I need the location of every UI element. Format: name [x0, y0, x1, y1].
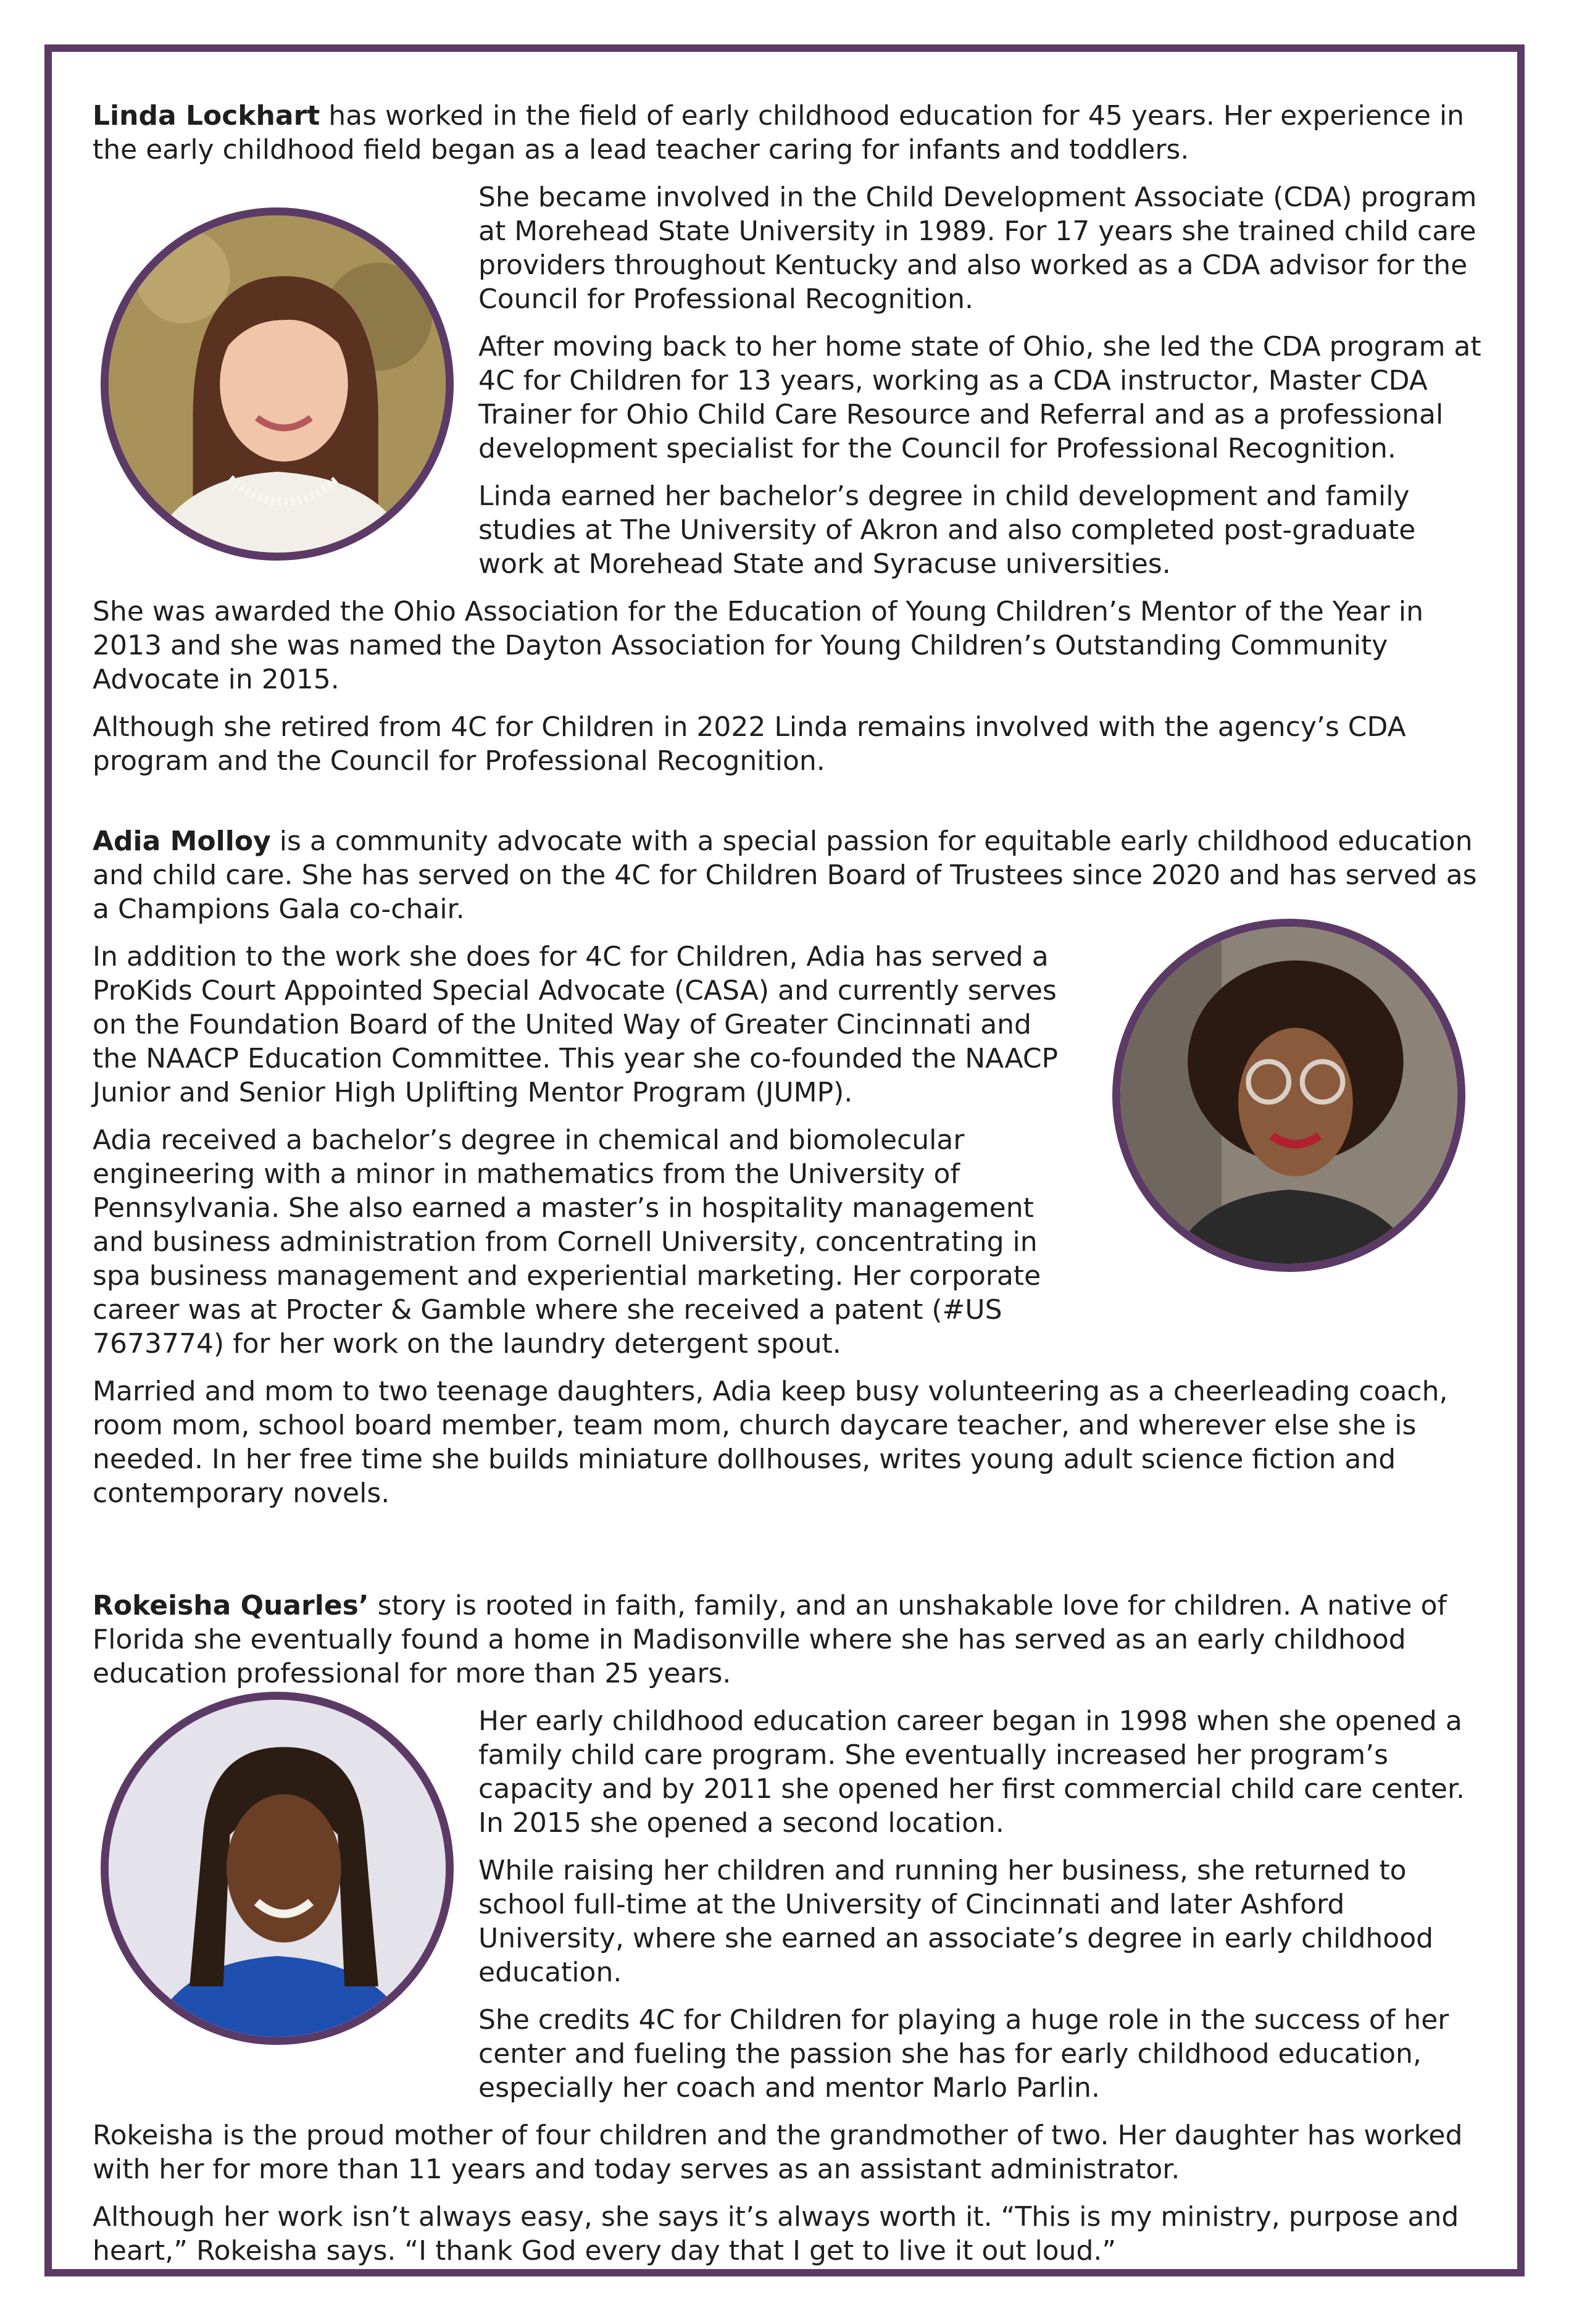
bio-paragraph: After moving back to her home state of Ohio, she led the CDA program at 4C for Children for 13 years, working as a CDA instructor, Master CDA Trainer for Ohio Child Care Resource and Referral and as a professional development specialist for the Council for Professional Recognition.: [478, 331, 1481, 464]
bio-adia-molloy: [93, 824, 1489, 1524]
bio-paragraph: She was awarded the Ohio Association for the Education of Young Children’s Mentor of the Year in 2013 and she was named the Dayton Association for Young Children’s Outstanding Community Advocate in 2015.: [93, 596, 1423, 695]
bio-paragraph: While raising her children and running her business, she returned to school full-time at the University of Cincinnati and later Ashford University, where she earned an associate’s degree in early childhood education.: [478, 1855, 1434, 1988]
bio-intro: Adia Molloy is a community advocate with a special passion for equitable early childhood education and child care. She has served on the 4C for Children Board of Trustees since 2020 and has served as a Champions Gala co-chair.: [93, 826, 1477, 925]
bio-paragraph: Adia received a bachelor’s degree in chemical and biomolecular engineering with a minor in mathematics from the University of Pennsylvania. She also earned a master’s in hospitality management and business administration from Cornell University, concentrating in spa business management and experiential marketing. Her corporate career was at Procter & Gamble where she received a patent (#US 7673774) for her work on the laundry detergent spout.: [93, 1124, 1041, 1360]
bio-paragraph: She became involved in the Child Development Associate (CDA) program at Morehead State University in 1989. For 17 years she trained child care providers throughout Kentucky and also worked as a CDA advisor for the Council for Professional Recognition.: [478, 182, 1477, 315]
bio-paragraph: Although her work isn’t always easy, she says it’s always worth it. “This is my ministry, purpose and heart,” Rokeisha says. “I thank God every day that I get to live it out loud.”: [93, 2201, 1459, 2267]
bio-name: Rokeisha Quarles’: [93, 1590, 369, 1621]
bio-paragraph: She credits 4C for Children for playing a huge role in the success of her center and fueling the passion she has for early childhood education, especially her coach and mentor Marlo Parlin.: [478, 2004, 1449, 2104]
bio-paragraph: Rokeisha is the proud mother of four children and the grandmother of two. Her daughter has worked with her for more than 11 years and today serves as an assistant administrator.: [93, 2120, 1463, 2185]
bio-intro: Rokeisha Quarles’ story is rooted in faith, family, and an unshakable love for children. A native of Florida she eventually found a home in Madisonville where she has served as an early childhood education professional for more than 25 years.: [93, 1590, 1447, 1689]
bio-paragraph: Linda earned her bachelor’s degree in child development and family studies at The University of Akron and also completed post-graduate work at Morehead State and Syracuse universities.: [478, 480, 1416, 580]
bio-name: Linda Lockhart: [93, 100, 320, 132]
bio-linda-lockhart: [93, 99, 1489, 792]
bio-paragraph: In addition to the work she does for 4C for Children, Adia has served a ProKids Court Appointed Special Advocate (CASA) and currently serves on the Foundation Board of the United Way of Greater Cincinnati and the NAACP Education Committee. This year she co-founded the NAACP Junior and Senior High Uplifting Mentor Program (JUMP).: [93, 941, 1059, 1108]
bio-intro: Linda Lockhart has worked in the field of early childhood education for 45 years. Her experience in the early childhood field began as a lead teacher caring for infants and toddlers.: [93, 100, 1465, 165]
bio-paragraph: Although she retired from 4C for Children in 2022 Linda remains involved with the agency’s CDA program and the Council for Professional Recognition.: [93, 711, 1406, 777]
bio-paragraph: Married and mom to two teenage daughters, Adia keep busy volunteering as a cheerleading coach, room mom, school board member, team mom, church daycare teacher, and wherever else she is needed. In her free time she builds miniature dollhouses, writes young adult science fiction and contemporary novels.: [93, 1376, 1448, 1509]
bio-rokeisha-quarles: [93, 1589, 1489, 2281]
bio-name: Adia Molloy: [93, 826, 271, 857]
bio-paragraph: Her early childhood education career began in 1998 when she opened a family child care program. She eventually increased her program’s capacity and by 2011 she opened her first commercial child care center. In 2015 she opened a second location.: [478, 1705, 1465, 1839]
